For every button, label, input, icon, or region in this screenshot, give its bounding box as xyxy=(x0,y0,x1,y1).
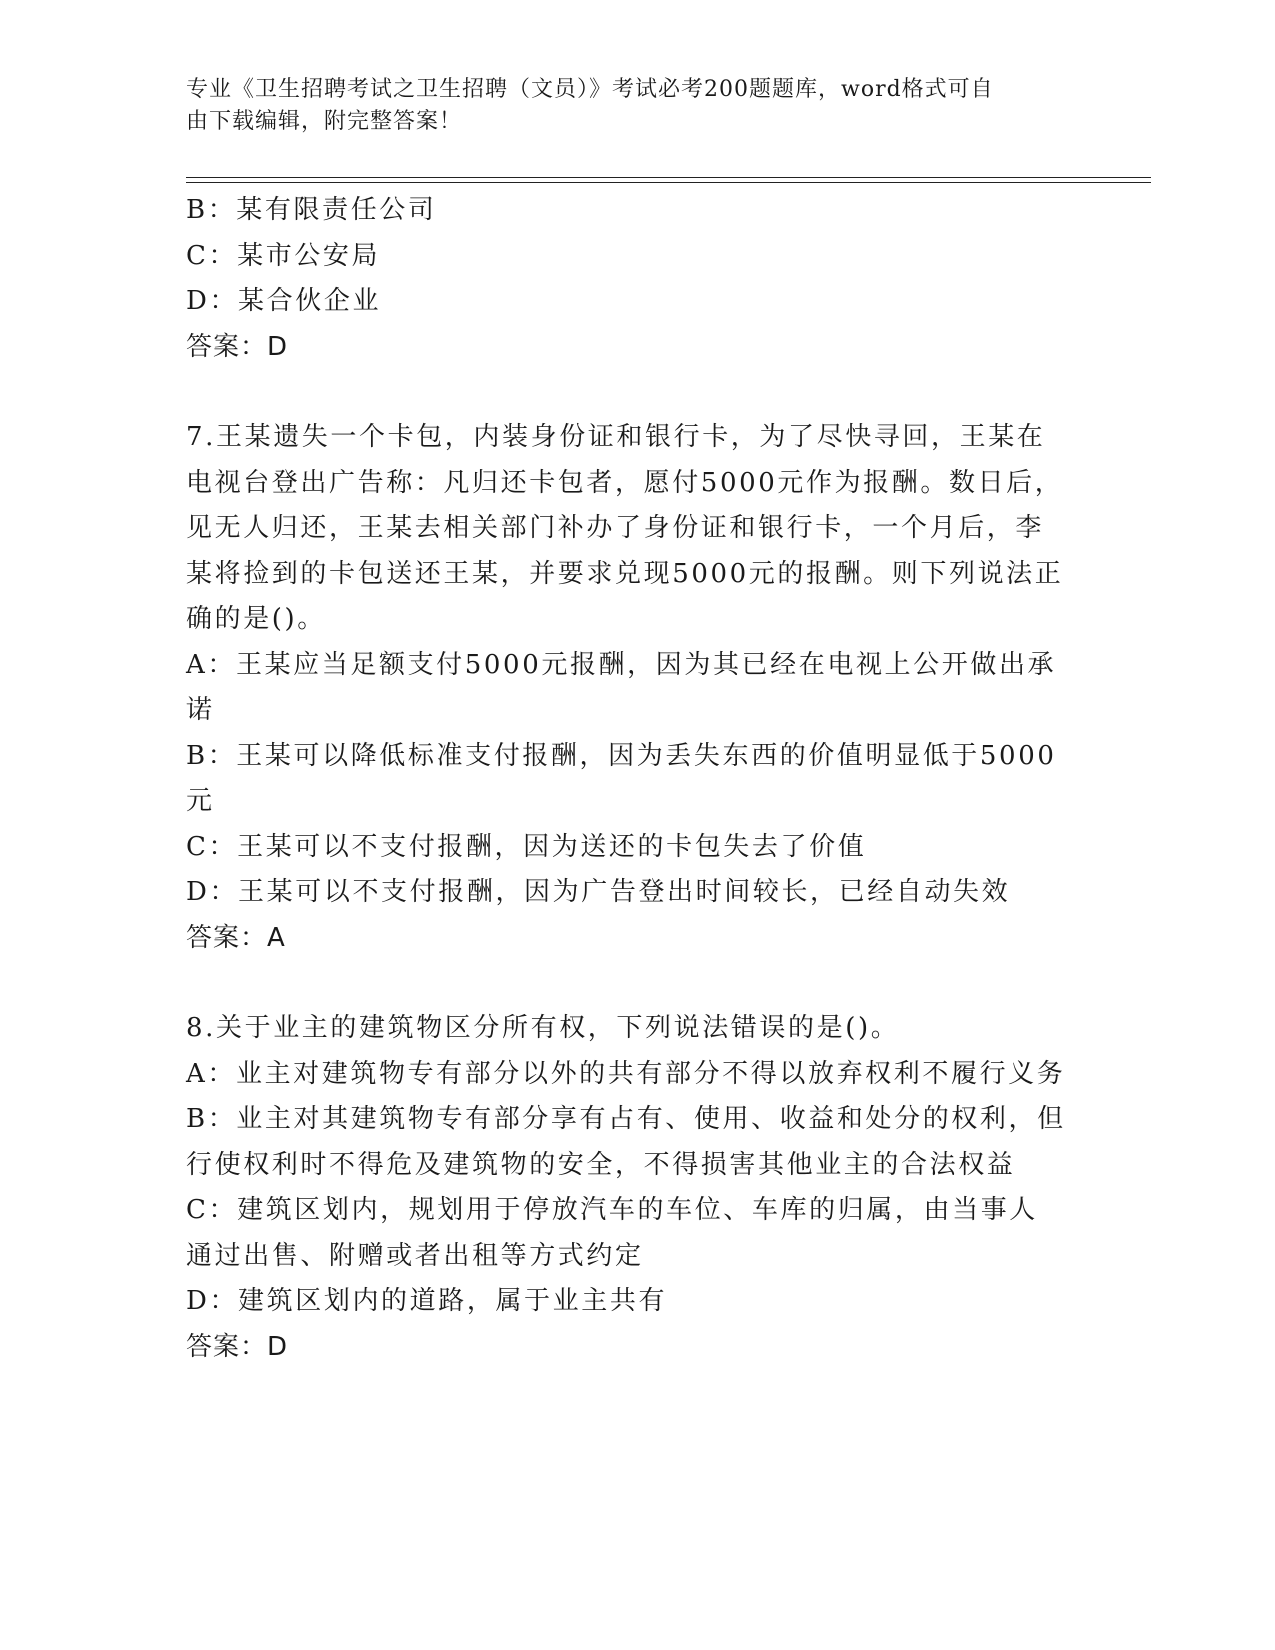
spacer xyxy=(186,961,1066,1006)
header-divider-bottom xyxy=(186,182,1151,183)
option-c: C：王某可以不支付报酬，因为送还的卡包失去了价值 xyxy=(186,831,867,862)
answer-line: 答案：D xyxy=(186,1331,289,1362)
option-d: D：某合伙企业 xyxy=(186,286,382,316)
answer-line: 答案：D xyxy=(186,331,289,362)
option-a: A：王某应当足额支付5000元报酬，因为其已经在电视上公开做出承诺 xyxy=(186,649,1057,725)
header-line-2: 由下载编辑，附完整答案！ xyxy=(186,109,463,134)
question-text: 8.关于业主的建筑物区分所有权，下列说法错误的是()。 xyxy=(186,1013,900,1043)
option-b: B：王某可以降低标准支付报酬，因为丢失东西的价值明显低于5000元 xyxy=(186,740,1057,816)
option-c: C：某市公安局 xyxy=(186,240,381,271)
option-d: D：建筑区划内的道路，属于业主共有 xyxy=(186,1286,668,1316)
question-7 xyxy=(186,415,1066,961)
option-b: B：某有限责任公司 xyxy=(186,195,437,225)
document-header xyxy=(186,74,1066,138)
previous-question-tail xyxy=(186,188,1066,370)
header-divider-top xyxy=(186,177,1151,178)
question-content xyxy=(186,188,1066,1370)
option-c: C：建筑区划内，规划用于停放汽车的车位、车库的归属，由当事人通过出售、附赠或者出租等方式约定 xyxy=(186,1195,1038,1271)
question-8 xyxy=(186,1006,1066,1370)
option-d: D：王某可以不支付报酬，因为广告登出时间较长，已经自动失效 xyxy=(186,877,1011,907)
header-line-1: 专业《卫生招聘考试之卫生招聘（文员）》考试必考200题题库，word格式可自 xyxy=(186,77,994,102)
option-b: B：业主对其建筑物专有部分享有占有、使用、收益和处分的权利，但行使权利时不得危及建筑物的安全，不得损害其他业主的合法权益 xyxy=(186,1104,1066,1180)
question-text: 7.王某遗失一个卡包，内装身份证和银行卡，为了尽快寻回，王某在电视台登出广告称：凡归还卡包者，愿付5000元作为报酬。数日后，见无人归还，王某去相关部门补办了身份证和银行卡，一个月后，李某将捡到的卡包送还王某，并要求兑现5000元的报酬。则下列说法正确的是()。 xyxy=(186,422,1064,634)
answer-line: 答案：A xyxy=(186,922,286,953)
spacer xyxy=(186,370,1066,415)
option-a: A：业主对建筑物专有部分以外的共有部分不得以放弃权利不履行义务 xyxy=(186,1058,1066,1089)
